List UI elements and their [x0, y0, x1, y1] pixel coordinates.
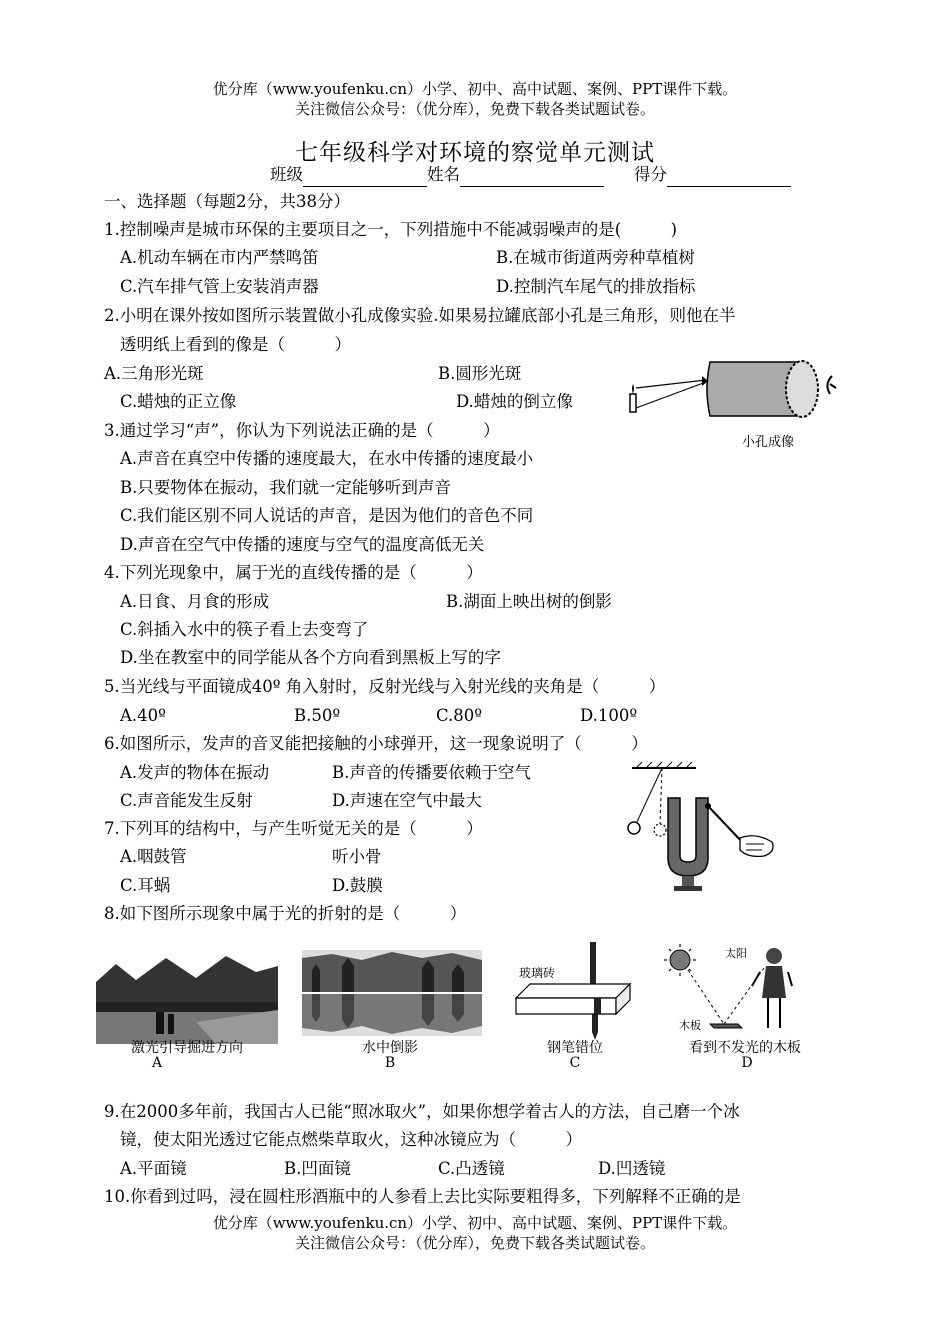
- q4-option-d[interactable]: D.坐在教室中的同学能从各个方向看到黑板上写的字: [120, 648, 501, 667]
- q9-option-a[interactable]: A.平面镜: [120, 1159, 187, 1178]
- q5-option-b[interactable]: B.50º: [294, 706, 341, 725]
- name-blank[interactable]: [460, 168, 604, 187]
- q4-option-c[interactable]: C.斜插入水中的筷子看上去变弯了: [120, 620, 369, 639]
- header-line-2: 关注微信公众号：（优分库），免费下载各类试题试卷。: [294, 100, 655, 118]
- q7-option-a[interactable]: A.咽鼓管: [120, 847, 187, 866]
- q3-option-d[interactable]: D.声音在空气中传播的速度与空气的温度高低无关: [120, 535, 485, 554]
- q3-option-a[interactable]: A.声音在真空中传播的速度最大，在水中传播的速度最小: [120, 449, 534, 468]
- figure-d-sun-label: 太阳: [725, 947, 747, 960]
- q9-stem-line1: 9.在2000多年前，我国古人已能“照冰取火”，如果你想学着古人的方法，自己磨一个冰: [104, 1102, 740, 1121]
- section-title: 一、选择题（每题2分，共38分）: [104, 192, 350, 211]
- q4-option-a[interactable]: A.日食、月食的形成: [120, 592, 270, 611]
- tuning-fork-figure: [616, 758, 786, 898]
- q5-stem: 5.当光线与平面镜成40º 角入射时，反射光线与入射光线的夹角是（ ）: [104, 677, 666, 696]
- q6-option-c[interactable]: C.声音能发生反射: [120, 791, 253, 810]
- footer-line-1: 优分库（www.youfenku.cn）小学、初中、高中试题、案例、PPT课件下载。: [212, 1214, 738, 1232]
- figure-d-letter: D: [741, 1055, 753, 1071]
- q4-option-b[interactable]: B.湖面上映出树的倒影: [446, 592, 612, 611]
- q9-option-c[interactable]: C.凸透镜: [438, 1159, 505, 1178]
- page-title: 七年级科学对环境的察觉单元测试: [295, 140, 655, 166]
- footer-line-2: 关注微信公众号：（优分库），免费下载各类试题试卷。: [294, 1234, 655, 1252]
- q2-option-b[interactable]: B.圆形光斑: [438, 364, 522, 383]
- q7-option-d[interactable]: D.鼓膜: [332, 876, 383, 895]
- q1-option-d[interactable]: D.控制汽车尾气的排放指标: [496, 277, 696, 296]
- q6-stem: 6.如图所示，发声的音叉能把接触的小球弹开，这一现象说明了（ ）: [104, 734, 648, 753]
- pinhole-caption: 小孔成像: [741, 435, 794, 450]
- q2-stem-line2: 透明纸上看到的像是（ ）: [120, 335, 351, 354]
- q6-option-a[interactable]: A.发声的物体在振动: [120, 763, 270, 782]
- q2-option-c[interactable]: C.蜡烛的正立像: [120, 392, 237, 411]
- header-line-1: 优分库（www.youfenku.cn）小学、初中、高中试题、案例、PPT课件下载。: [212, 80, 738, 98]
- q1-option-b[interactable]: B.在城市街道两旁种草植树: [496, 248, 695, 267]
- q5-option-c[interactable]: C.80º: [436, 706, 483, 725]
- figure-c-glass-label: 玻璃砖: [518, 966, 555, 980]
- q3-stem: 3.通过学习“声”，你认为下列说法正确的是（ ）: [104, 421, 500, 440]
- figure-b-caption: 水中倒影: [362, 1040, 418, 1056]
- figure-d-board-label: 木板: [679, 1019, 701, 1032]
- q9-option-d[interactable]: D.凹透镜: [598, 1159, 666, 1178]
- q3-option-b[interactable]: B.只要物体在振动，我们就一定能够听到声音: [120, 478, 451, 497]
- figure-b-reflection-image: [302, 950, 482, 1036]
- figure-c-caption: 钢笔错位: [547, 1040, 603, 1056]
- q6-option-d[interactable]: D.声速在空气中最大: [332, 791, 482, 810]
- q9-stem-line2: 镜，使太阳光透过它能点燃柴草取火，这种冰镜应为（ ）: [120, 1130, 582, 1149]
- figure-c-letter: C: [569, 1055, 581, 1071]
- q7-stem: 7.下列耳的结构中，与产生听觉无关的是（ ）: [104, 819, 483, 838]
- figure-a-caption: 激光引导掘进方向: [131, 1040, 243, 1056]
- q6-option-b[interactable]: B.声音的传播要依赖于空气: [332, 763, 531, 782]
- q2-option-a[interactable]: A.三角形光斑: [104, 364, 204, 383]
- q2-stem-line1: 2.小明在课外按如图所示装置做小孔成像实验.如果易拉罐底部小孔是三角形，则他在半: [104, 306, 736, 325]
- q10-stem: 10.你看到过吗，浸在圆柱形酒瓶中的人参看上去比实际要粗得多，下列解释不正确的是: [104, 1187, 741, 1206]
- q4-stem: 4.下列光现象中，属于光的直线传播的是（ ）: [104, 563, 483, 582]
- figure-a-letter: A: [151, 1055, 163, 1071]
- q1-stem: 1.控制噪声是城市环保的主要项目之一，下列措施中不能减弱噪声的是( ): [104, 220, 678, 239]
- q2-option-d[interactable]: D.蜡烛的倒立像: [456, 392, 573, 411]
- name-label: 姓名: [427, 165, 460, 184]
- score-label: 得分: [634, 165, 667, 184]
- q3-option-c[interactable]: C.我们能区别不同人说话的声音，是因为他们的音色不同: [120, 506, 534, 525]
- figure-a-laser-image: [96, 952, 278, 1044]
- score-blank[interactable]: [667, 168, 791, 187]
- q8-stem: 8.如下图所示现象中属于光的折射的是（ ）: [104, 904, 467, 923]
- q5-option-d[interactable]: D.100º: [580, 706, 638, 725]
- figure-c-pen-image: [508, 942, 638, 1040]
- info-line: [270, 163, 791, 187]
- figure-d-caption: 看到不发光的木板: [689, 1040, 801, 1056]
- q1-option-a[interactable]: A.机动车辆在市内严禁鸣笛: [120, 248, 319, 267]
- figure-b-letter: B: [384, 1055, 396, 1071]
- q1-option-c[interactable]: C.汽车排气管上安装消声器: [120, 277, 319, 296]
- q5-option-a[interactable]: A.40º: [120, 706, 166, 725]
- q9-option-b[interactable]: B.凹面镜: [284, 1159, 351, 1178]
- q7-option-c[interactable]: C.耳蜗: [120, 876, 171, 895]
- class-blank[interactable]: [303, 168, 427, 187]
- q7-option-b[interactable]: 听小骨: [332, 847, 382, 866]
- class-label: 班级: [270, 165, 303, 184]
